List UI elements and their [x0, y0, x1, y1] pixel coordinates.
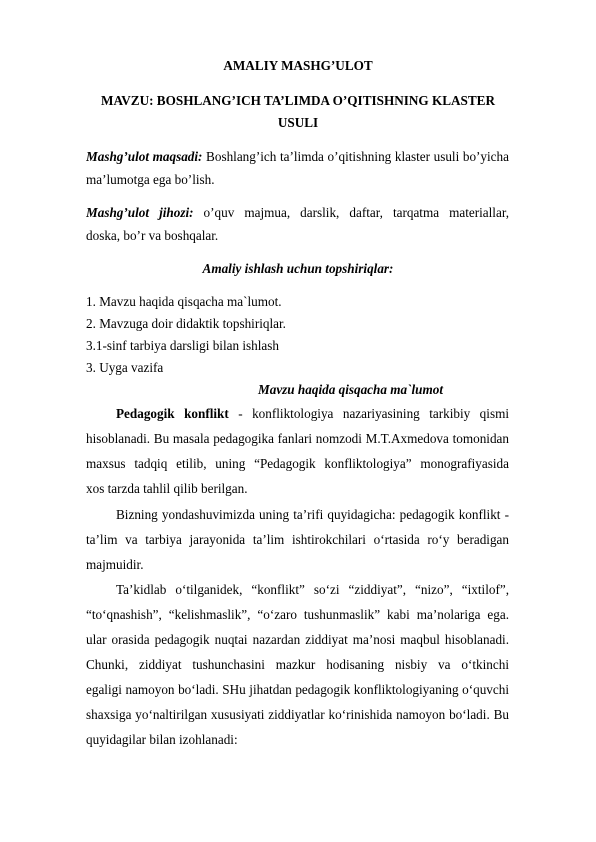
goal-line-2: ma’lumotga ega bo’lish. [86, 172, 215, 187]
tasks-heading: Amaliy ishlash uchun topshiriqlar: [202, 261, 394, 276]
equipment-label: Mashg’ulot jihozi: [86, 205, 194, 220]
task-item: 3.1-sinf tarbiya darsligi bilan ishlash [86, 338, 280, 353]
paragraph-3-line-1: Ta’kidlab o‘tilganidek, “konflikt” so‘zi “ziddiyat”, “nizo”, “ixtilof”, [116, 582, 509, 597]
paragraph-2-line-3: majmuidir. [86, 557, 144, 572]
equipment-line-2: doska, bo’r va boshqalar. [86, 228, 219, 243]
paragraph-1-text: - konfliktologiya nazariyasining tarkibiy qismi [228, 406, 509, 421]
paragraph-1-line-2: hisoblanadi. Bu masala pedagogika fanlari nomzodi M.T.Axmedova tomonidan [86, 431, 509, 446]
goal-line-1 [86, 149, 509, 165]
page-title: AMALIY MASHG’ULOT [223, 58, 373, 73]
task-item: 1. Mavzu haqida qisqacha ma`lumot. [86, 294, 282, 309]
term-bold: Pedagogik konflikt [116, 406, 229, 421]
paragraph-1-line-3: maxsus tadqiq etilib, uning “Pedagogik konfliktologiya” monografiyasida [86, 456, 509, 471]
section-heading: Mavzu haqida qisqacha ma`lumot [258, 382, 444, 397]
task-item: 2. Mavzuga doir didaktik topshiriqlar. [86, 316, 286, 331]
paragraph-3-line-4: Chunki, ziddiyat tushunchasini mazkur hodisaning nisbiy va o‘tkinchi [86, 657, 509, 672]
topic-line-2: USULI [277, 115, 319, 130]
goal-text-1: Boshlang’ich ta’limda o’qitishning klaster usuli bo’yicha [202, 149, 509, 164]
paragraph-3-line-7: quyidagilar bilan izohlanadi: [86, 732, 238, 747]
paragraph-1-line-1 [116, 406, 509, 422]
equipment-line-1 [86, 205, 509, 221]
paragraph-3-line-5: egaligi namoyon bo‘ladi. SHu jihatdan pedagogik konfliktologiyaning o‘quvchi [86, 682, 509, 697]
task-item: 3. Uyga vazifa [86, 360, 164, 375]
goal-label: Mashg’ulot maqsadi: [86, 149, 203, 164]
paragraph-3-line-3: ular orasida pedagogik nuqtai nazardan ziddiyat ma’nosi maqbul hisoblanadi. [86, 632, 509, 647]
equipment-text-1: o’quv majmua, darslik, daftar, tarqatma materiallar, [203, 205, 509, 220]
paragraph-2-line-2: ta’lim va tarbiya jarayonida ta’lim ishtirokchilari o‘rtasida ro‘y beradigan [86, 532, 509, 547]
paragraph-3-line-2: “to‘qnashish”, “kelishmaslik”, “o‘zaro tushunmaslik” kabi ma’nolariga ega. [86, 607, 509, 622]
paragraph-2-line-1: Bizning yondashuvimizda uning ta’rifi quyidagicha: pedagogik konflikt - [116, 507, 509, 522]
paragraph-3-line-6: shaxsiga yo‘naltirilgan xususiyati ziddiyatlar ko‘rinishida namoyon bo‘ladi. Bu [86, 707, 509, 722]
topic-line-1: MAVZU: BOSHLANG’ICH TA’LIMDA O’QITISHNING KLASTER [101, 93, 495, 108]
paragraph-1-line-4: xos tarzda tahlil qilib berilgan. [86, 481, 248, 496]
